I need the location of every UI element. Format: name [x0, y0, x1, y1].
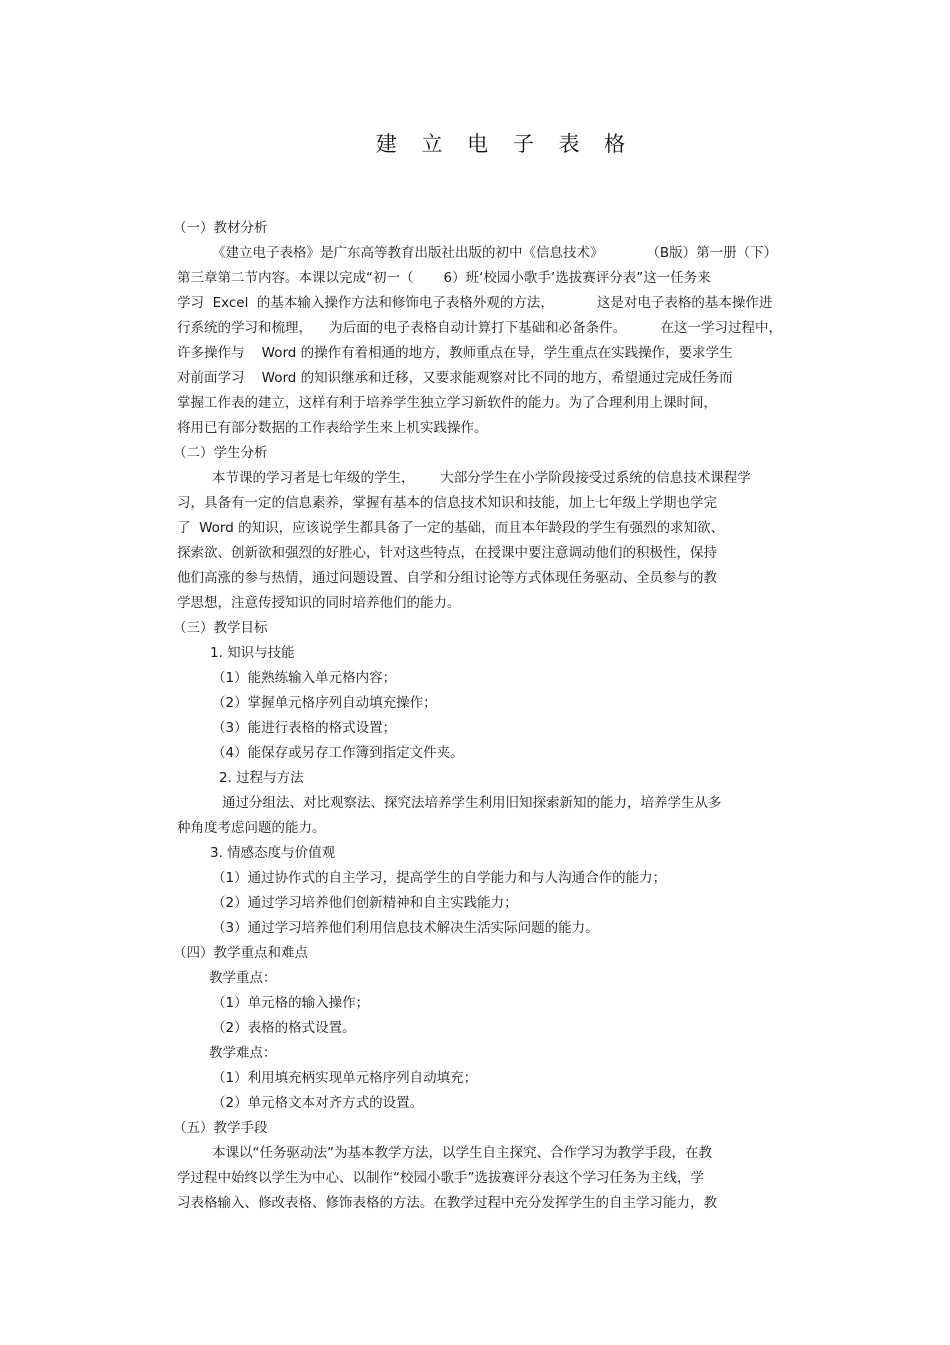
- paragraph-line: 许多操作与 Word 的操作有着相通的地方，教师重点在导，学生重点在实践操作，要求学生: [177, 345, 733, 361]
- paragraph-line: 对前面学习 Word 的知识继承和迁移，又要求能观察对比不同的地方，希望通过完成任务而: [177, 370, 733, 386]
- paragraph-line: 行系统的学习和梳理， 为后面的电子表格自动计算打下基础和必备条件。 在这一学习过程中，: [177, 320, 782, 336]
- paragraph-line: 本节课的学习者是七年级的学生， 大部分学生在小学阶段接受过系统的信息技术课程学: [212, 470, 751, 486]
- list-item: （4）能保存或另存工作簿到指定文件夹。: [212, 745, 464, 761]
- paragraph-line: 《建立电子表格》是广东高等教育出版社出版的初中《信息技术》 （B版）第一册（下）: [212, 245, 778, 261]
- paragraph-line: 将用已有部分数据的工作表给学生来上机实践操作。: [177, 420, 488, 436]
- list-item: （3）通过学习培养他们利用信息技术解决生活实际问题的能力。: [212, 920, 599, 936]
- section-heading: （二）学生分析: [173, 445, 268, 461]
- list-item: （2）掌握单元格序列自动填充操作；: [212, 695, 437, 711]
- paragraph-line: 本课以“任务驱动法”为基本教学方法，以学生自主探究、合作学习为教学手段，在教: [212, 1145, 712, 1161]
- section-heading: （三）教学目标: [173, 620, 268, 636]
- paragraph-line: 掌握工作表的建立，这样有利于培养学生独立学习新软件的能力。为了合理利用上课时间，: [177, 395, 717, 411]
- section-heading: （五）教学手段: [173, 1120, 268, 1136]
- list-item: （2）表格的格式设置。: [212, 1020, 356, 1036]
- list-item: （1）利用填充柄实现单元格序列自动填充；: [212, 1070, 478, 1086]
- subsection-heading: 2. 过程与方法: [219, 770, 304, 786]
- list-item: （3）能进行表格的格式设置；: [212, 720, 397, 736]
- paragraph-line: 通过分组法、对比观察法、探究法培养学生利用旧知探索新知的能力，培养学生从多: [222, 795, 722, 811]
- section-heading: （四）教学重点和难点: [173, 945, 308, 961]
- paragraph-line: 习，具备有一定的信息素养，掌握有基本的信息技术知识和技能，加上七年级上学期也学完: [177, 495, 717, 511]
- paragraph-line: 学思想，注意传授知识的同时培养他们的能力。: [177, 595, 461, 611]
- paragraph-line: 习表格输入、修改表格、修饰表格的方法。在教学过程中充分发挥学生的自主学习能力，教: [177, 1195, 717, 1211]
- section-heading: （一）教材分析: [173, 220, 268, 236]
- subsection-heading: 教学重点：: [209, 970, 277, 986]
- list-item: （2）通过学习培养他们创新精神和自主实践能力；: [212, 895, 518, 911]
- paragraph-line: 探索欲、创新欲和强烈的好胜心，针对这些特点，在授课中要注意调动他们的积极性，保持: [177, 545, 717, 561]
- subsection-heading: 3. 情感态度与价值观: [210, 845, 336, 861]
- paragraph-line: 种角度考虑问题的能力。: [177, 820, 326, 836]
- paragraph-line: 第三章第二节内容。本课以完成“初一（ 6）班‘校园小歌手’选拔赛评分表”这一任务来: [177, 270, 711, 286]
- paragraph-line: 学习 Excel 的基本输入操作方法和修饰电子表格外观的方法， 这是对电子表格的基本操作进: [177, 295, 773, 311]
- list-item: （2）单元格文本对齐方式的设置。: [212, 1095, 424, 1111]
- subsection-heading: 1. 知识与技能: [210, 645, 295, 661]
- paragraph-line: 学过程中始终以学生为中心、以制作“校园小歌手”选拔赛评分表这个学习任务为主线，学: [177, 1170, 704, 1186]
- paragraph-line: 了 Word 的知识，应该说学生都具备了一定的基础，而且本年龄段的学生有强烈的求知欲、: [177, 520, 725, 536]
- list-item: （1）能熟练输入单元格内容；: [212, 670, 397, 686]
- paragraph-line: 他们高涨的参与热情，通过问题设置、自学和分组讨论等方式体现任务驱动、全员参与的教: [177, 570, 717, 586]
- subsection-heading: 教学难点：: [209, 1045, 277, 1061]
- document-title: 建 立 电 子 表 格: [375, 132, 635, 156]
- list-item: （1）通过协作式的自主学习，提高学生的自学能力和与人沟通合作的能力；: [212, 870, 667, 886]
- list-item: （1）单元格的输入操作；: [212, 995, 370, 1011]
